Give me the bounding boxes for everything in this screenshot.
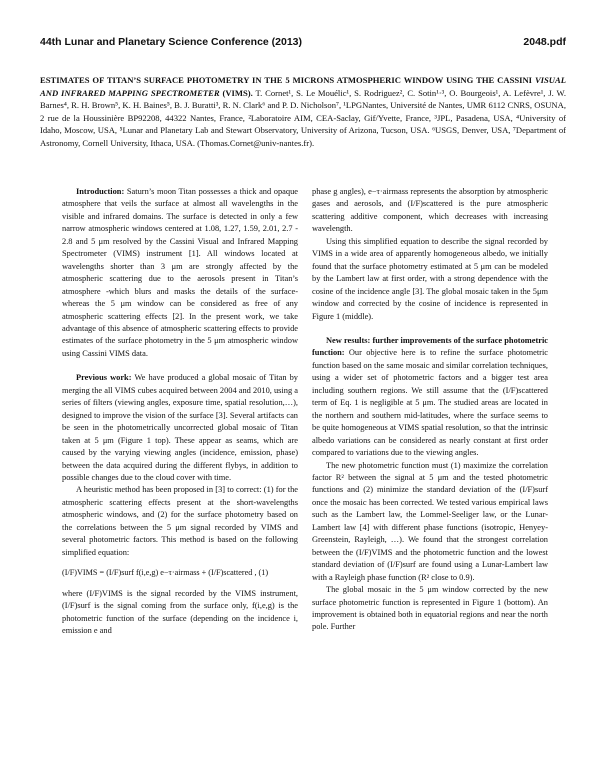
conference-name: 44th Lunar and Planetary Science Conference (2013) xyxy=(40,36,303,48)
equation-1: (I/F)VIMS = (I/F)surf f(i,e,g) e−τ·airmass + (I/F)scattered , (1) xyxy=(62,568,269,578)
heuristic-paragraph: A heuristic method has been proposed in [3] to correct: (1) for the atmospheric scattering effects present at the short-wavelengths atmospheric windows, and (2) for the surface photometry based on the correlations between the 5 μm signal recorded by VIMS and several photometric factors. This method is based on the following simplified equation: xyxy=(62,485,298,557)
title-part-1: ESTIMATES OF TITAN’S SURFACE PHOTOMETRY IN THE 5 MICRONS ATMOSPHERIC WINDOW USING THE CASSINI xyxy=(40,75,535,85)
new-results-paragraph xyxy=(312,335,548,460)
abstract-id: 2048.pdf xyxy=(523,36,566,48)
new-results-text: Our objective here is to refine the surface photometric function based on the same mosaic and similar correlation techniques, using a wider set of photometric factors and a bigger test area including southern regions. We still assume that the (I/F)scattered term of Eq. 1 is negligible at 5 μm. The studied areas are located in the northern and southern mid-latitudes, where the surface seems to be quite homogeneous at VIMS spatial resolution, so that the intrinsic albedo variations can be considered as nearly constant at first order compared to variations due to the viewing angles. xyxy=(312,348,548,458)
global-mosaic-paragraph: The global mosaic in the 5 μm window corrected by the new surface photometric function is represented in Figure 1 (bottom). An improvement is obtained both in equatorial regions and near the north pole. Further xyxy=(312,585,548,632)
left-column xyxy=(62,186,298,637)
right-column xyxy=(312,186,548,634)
intro-paragraph xyxy=(62,186,298,360)
intro-text: Saturn’s moon Titan possesses a thick and opaque atmosphere that veils the surface at almost all wavelengths in the visible and infrared domains. The surface is detected in only a few narrow atmospheric windows centered at 1.08, 1.27, 1.59, 2.01, 2.7 - 2.8 and 5 μm resolved by the Cassini Visual and Infrared Mapping Spectrometer (VIMS) instrument [1]. All windows located at wavelengths shorter than 3 μm are strongly affected by the atmospheric scattering due to the aerosols present in Titan’s atmosphere -which blurs and masks the details of the surface- whereas the 5 μm window can be considered as free of any atmospheric scattering effects [2]. In the present work, we take advantage of this absence of atmospheric scattering effects to provide estimates of the surface photometry in the 5 μm atmospheric window using Cassini VIMS data. xyxy=(62,187,298,358)
simplified-equation-paragraph: Using this simplified equation to describe the signal recorded by VIMS in a wide area of apparently homogeneous albedo, we initially found that the surface photometry estimated at 5 μm can be modeled by the Lambert law at first order, with a strong dependence with the cosine of the incidence angle [3]. The global mosaic taken in the 5μm window and corrected by the cosine of incidence is represented in Figure 1 (middle). xyxy=(312,236,548,321)
page-header xyxy=(40,36,566,50)
title-part-2: (VIMS). xyxy=(219,87,253,98)
previous-work-heading: Previous work: xyxy=(76,373,132,383)
photometric-function-paragraph: The new photometric function must (1) maximize the correlation factor R² between the signal at 5 μm and the tested photometric functions and (2) minimize the standard deviation of the (I/F)surf once the mosaic has been corrected. We tested various empirical laws such as the Lambert law, the Lommel-Seeliger law, or the Lunar-Lambert law [4] with different phase functions (isotropic, Henyey-Greenstein, Rayleigh, …). We found that the strongest correlation between the (I/F)VIMS and the photometric function and the lowest standard deviation of (I/F)surf are found using a Lunar-Lambert law with a Rayleigh phase function (R² close to 0.9). xyxy=(312,460,548,582)
continuation-paragraph: phase g angles), e−τ·airmass represents the absorption by atmospheric gases and aerosols, and (I/F)scattered is the pure atmospheric scattering additive component, which decreases with increasing wavelength. xyxy=(312,187,548,234)
previous-work-paragraph xyxy=(62,372,298,484)
authors-affiliations: T. Cornet¹, S. Le Mouélic¹, S. Rodriguez², C. Sotin¹·³, O. Bourgeois¹, A. Lefèvre¹, J. W. Barnes⁴, R. H. Brown⁵, K. H. Baines⁵, B. J. Buratti³, R. N. Clark⁶ and P. D. Nicholson⁷, ¹LPGNantes, Université de Nantes, UMR 6112 CNRS, OSUNA, 2 rue de la Houssinière BP92208, 44322 Nantes, France, ²Laboratoire AIM, CEA-Saclay, Gif/Yvette, France, ³JPL, Pasadena, USA, ⁴University of Idaho, Moscow, USA, ⁵Lunar and Planetary Lab and Stewart Observatory, University of Arizona, Tucson, USA. ⁶USGS, Denver, USA, ⁷Department of Astronomy, Cornell University, Ithaca, USA. (Thomas.Cornet@univ-nantes.fr). xyxy=(40,87,567,148)
where-paragraph: where (I/F)VIMS is the signal recorded by the VIMS instrument, (I/F)surf is the signal coming from the surface only, f(i,e,g) is the photometric function of the surface (depending on the incidence i, emission e and xyxy=(62,588,298,635)
previous-work-text: We have produced a global mosaic of Titan by merging the all VIMS cubes acquired between 2004 and 2010, using a series of filters (viewing angles, exposure time, spatial resolution,…), designed to improve the vision of the surface [3]. Several artifacts can be seen in the photometrically uncorrected global mosaic of Titan taken at 5 μm (Figure 1 top). These appear as seams, which are caused by the varying viewing angles (incidence, emission, phase) between the data acquired during the different flybys, in addition to possible changes due to the cloud cover with time. xyxy=(62,373,298,482)
title-block xyxy=(40,74,566,150)
title-italic: VISUAL AND INFRARED MAPPING SPECTROMETER xyxy=(40,75,566,98)
new-results-heading: New results: further improvements of the surface photometric function: xyxy=(312,335,548,358)
intro-heading: Introduction: xyxy=(76,187,125,196)
